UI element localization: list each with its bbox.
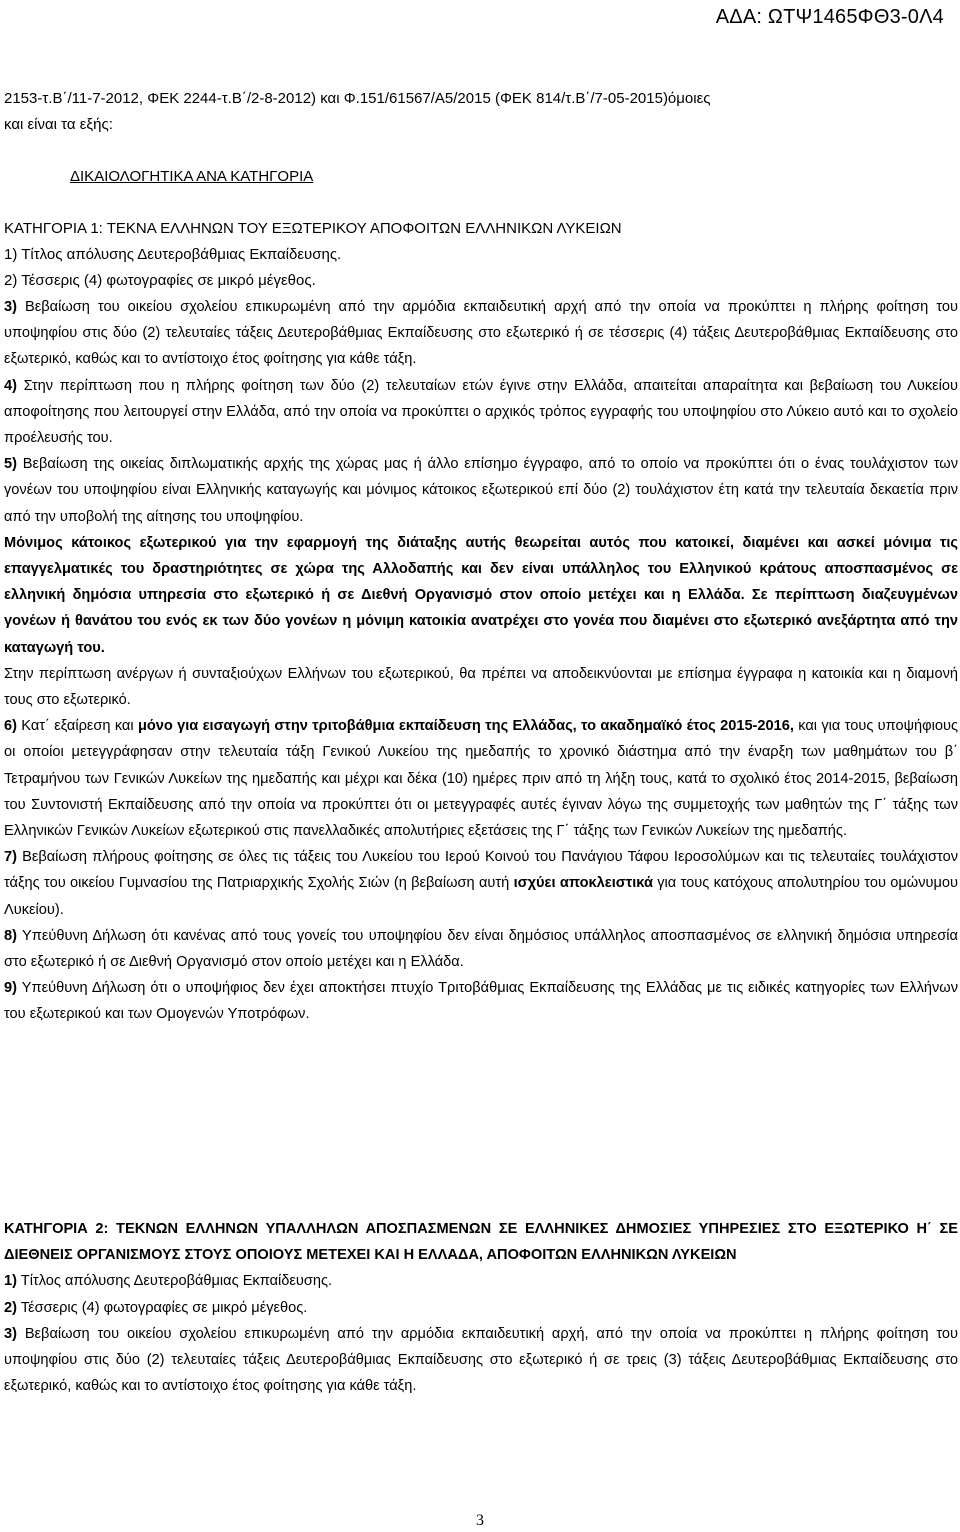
cat1-item-9-num: 9): [4, 980, 17, 997]
cat2-item-2: [4, 1295, 958, 1321]
ada-code: ΑΔΑ: ΩΤΨ1465ΦΘ3-0Λ4: [715, 6, 944, 28]
cat1-item-3-text: Βεβαίωση του οικείου σχολείου επικυρωμένη από την αρμόδια εκπαιδευτική αρχή από την οποία να προκύπτει η πλήρης φοίτηση του υποψηφίου στις δύο (2) τελευταίες τάξεις Δευτεροβάθμιας Εκπαίδευσης στο εξωτερικό ή σε τέσσερις (4) τάξεις Δευτεροβάθμιας Εκπαίδευσης στο εξωτερικό, καθώς και το αντίστοιχο έτος φοίτησης για κάθε τάξη.: [4, 299, 958, 368]
cat1-item-4: [4, 373, 958, 452]
cat2-item-3-num: 3): [4, 1325, 17, 1342]
cat1-item-7-text-a: Βεβαίωση πλήρους φοίτησης σε όλες τις τάξεις του Λυκείου του Ιερού Κοινού του Πανάγιου Τάφου Ιεροσολύμων και τις τελευταίες τουλάχιστον τάξης του οικείου Γυμνασίου της Πατριαρχικής Σχολής Σιών (η βεβαίωση αυτή: [4, 849, 958, 892]
cat1-body: [4, 294, 958, 1028]
cat2-item-1-num: 1): [4, 1273, 17, 1290]
cat1-item-5-num: 5): [4, 456, 17, 473]
cat1-item-5-text: Βεβαίωση της οικείας διπλωματικής αρχής της χώρας μας ή άλλο επίσημο έγγραφο, από το οποίο να προκύπτει ότι ο ένας τουλάχιστον των γονέων του υποψηφίου είναι Ελληνικής καταγωγής και μόνιμος κάτοικος εξωτερικού επί δύο (2) τουλάχιστον έτη κατά την τελευταία δεκαετία πριν από την υποβολή της αίτησης του υποψηφίου.: [4, 456, 958, 525]
cat1-item-2: 2) Τέσσερις (4) φωτογραφίες σε μικρό μέγεθος.: [4, 272, 316, 289]
page-number: 3: [476, 1512, 484, 1529]
cat2-item-3-text: Βεβαίωση του οικείου σχολείου επικυρωμένη από την αρμόδια εκπαιδευτική αρχή, από την οποία να προκύπτει η πλήρης φοίτηση του υποψηφίου στις δύο (2) τελευταίες τάξεις Δευτεροβάθμιας Εκπαίδευσης στο εξωτερικό ή σε τρεις (3) τάξεις Δευτεροβάθμιας Εκπαίδευσης στο εξωτερικό, καθώς και το αντίστοιχο έτος φοίτησης για κάθε τάξη.: [4, 1325, 958, 1395]
intro-block: [4, 86, 958, 294]
cat1-item-7-text-b: ισχύει αποκλειστικά: [513, 875, 653, 892]
cat1-item-5: [4, 451, 958, 530]
cat1-item-4-text: Στην περίπτωση που η πλήρης φοίτηση των δύο (2) τελευταίων ετών έγινε στην Ελλάδα, απαιτείται απαραίτητα και βεβαίωση του Λυκείου αποφοίτησης που λειτουργεί στην Ελλάδα, από την οποία να προκύπτει ο αρχικός τρόπος εγγραφής του υποψηφίου στο Λύκειο αυτό και το σχολείο προέλευσής του.: [4, 377, 958, 447]
cat1-item-6-text-a: Κατ΄ εξαίρεση και: [16, 718, 138, 735]
cat1-item-8: [4, 923, 958, 975]
cat1-item-9-text: Υπεύθυνη Δήλωση ότι ο υποψήφιος δεν έχει αποκτήσει πτυχίο Τριτοβάθμιας Εκπαίδευσης της Ελλάδας με τις ειδικές κατηγορίες των Ελλήνων του εξωτερικού και των Ομογενών Υποτρόφων.: [4, 980, 958, 1023]
cat2-item-2-num: 2): [4, 1299, 17, 1316]
cat1-item-3-num: 3): [4, 299, 17, 315]
cat2-item-1-text: Τίτλος απόλυσης Δευτεροβάθμιας Εκπαίδευσης.: [16, 1273, 333, 1290]
cat2-item-3: [4, 1321, 958, 1400]
cat2-title: ΚΑΤΗΓΟΡΙΑ 2: ΤΕΚΝΩΝ ΕΛΛΗΝΩΝ ΥΠΑΛΛΗΛΩΝ ΑΠΟΣΠΑΣΜΕΝΩΝ ΣΕ ΕΛΛΗΝΙΚΕΣ ΔΗΜΟΣΙΕΣ ΥΠΗΡΕΣΙΕΣ ΣΤΟ ΕΞΩΤΕΡΙΚΟ Η΄ ΣΕ ΔΙΕΘΝΕΙΣ ΟΡΓΑΝΙΣΜΟΥΣ ΣΤΟΥΣ ΟΠΟΙΟΥΣ ΜΕΤΕΧΕΙ ΚΑΙ Η ΕΛΛΑΔΑ, ΑΠΟΦΟΙΤΩΝ ΕΛΛΗΝΙΚΩΝ ΛΥΚΕΙΩΝ: [4, 1221, 958, 1264]
cat1-item-3: [4, 294, 958, 373]
cat2-item-1: [4, 1268, 958, 1294]
cat1-title: ΚΑΤΗΓΟΡΙΑ 1: ΤΕΚΝΑ ΕΛΛΗΝΩΝ ΤΟΥ ΕΞΩΤΕΡΙΚΟΥ ΑΠΟΦΟΙΤΩΝ ΕΛΛΗΝΙΚΩΝ ΛΥΚΕΙΩΝ: [4, 220, 622, 237]
section-title: ΔΙΚΑΙΟΛΟΓΗΤΙΚΑ ΑΝΑ ΚΑΤΗΓΟΡΙΑ: [70, 168, 314, 185]
cat1-item-4-num: 4): [4, 377, 17, 394]
cat1-item-6: [4, 713, 958, 844]
cat1-item-8-num: 8): [4, 927, 17, 944]
cat1-item-7: [4, 844, 958, 923]
resident-definition: Μόνιμος κάτοικος εξωτερικού για την εφαρμογή της διάταξης αυτής θεωρείται αυτός που κατοικεί, διαμένει και ασκεί μόνιμα τις επαγγελματικές του δραστηριότητες σε χώρα της Αλλοδαπής και δεν είναι υπάλληλος του Ελληνικού κράτους αποσπασμένος σε ελληνική δημόσια υπηρεσία στο εξωτερικό ή σε Διεθνή Οργανισμό στον οποίο μετέχει και η Ελλάδα. Σε περίπτωση διαζευγμένων γονέων ή θανάτου του ενός εκ των δύο γονέων η μόνιμη κατοικία ανατρέχει στο γονέα που διαμένει στο εξωτερικό ανεξάρτητα από την καταγωγή του.: [4, 534, 958, 656]
cat1-item-6-text-b: μόνο για εισαγωγή στην τριτοβάθμια εκπαίδευση της Ελλάδας, το ακαδημαϊκό έτος 2015-2016,: [137, 718, 794, 735]
intro-line-2: και είναι τα εξής:: [4, 116, 113, 133]
cat1-item-7-num: 7): [4, 849, 17, 866]
cat2-body: [4, 1216, 958, 1399]
cat1-item-1: 1) Τίτλος απόλυσης Δευτεροβάθμιας Εκπαίδευσης.: [4, 246, 342, 263]
intro-line-1: 2153-τ.Β΄/11-7-2012, ΦΕΚ 2244-τ.Β΄/2-8-2012) και Φ.151/61567/Α5/2015 (ΦΕΚ 814/τ.Β΄/7-05-2015)όμοιες: [4, 90, 711, 107]
cat1-item-9: [4, 975, 958, 1027]
cat1-item-6-num: 6): [4, 718, 17, 735]
cat1-item-7-text-c: για τους κατόχους απολυτηρίου του ομώνυμου Λυκείου).: [4, 875, 958, 918]
cat1-item-6-text-c: και για τους υποψήφιους οι οποίοι μετεγγράφησαν στην τελευταία τάξη Γενικού Λυκείου της ημεδαπής το χρονικό διάστημα από την έναρξη των μαθημάτων του β΄ Τετραμήνου των Γενικών Λυκείων της ημεδαπής και μέχρι και δέκα (10) ημέρες πριν από τη λήξη τους, κατά το σχολικό έτος 2014-2015, βεβαίωση του Συντονιστή Εκπαίδευσης από την οποία να προκύπτει ότι οι μετεγγραφές αυτές έγιναν λόγω της συμμετοχής των μαθητών της Γ΄ τάξης των Ελληνικών Γενικών Λυκείων εξωτερικού στις πανελλαδικές απολυτήριες εξετάσεις της Γ΄ τάξης των Γενικών Λυκείων της ημεδαπής.: [4, 718, 958, 840]
unemployed-note: Στην περίπτωση ανέργων ή συνταξιούχων Ελλήνων του εξωτερικού, θα πρέπει να αποδεικνύονται με επίσημα έγγραφα η κατοικία και η διαμονή τους στο εξωτερικό.: [4, 665, 958, 709]
cat2-item-2-text: Τέσσερις (4) φωτογραφίες σε μικρό μέγεθος.: [16, 1299, 308, 1316]
cat1-item-8-text: Υπεύθυνη Δήλωση ότι κανένας από τους γονείς του υποψηφίου δεν είναι δημόσιος υπάλληλος αποσπασμένος σε ελληνική δημόσια υπηρεσία στο εξωτερικό ή σε Διεθνή Οργανισμό στον οποίο μετέχει και η Ελλάδα.: [4, 927, 958, 971]
